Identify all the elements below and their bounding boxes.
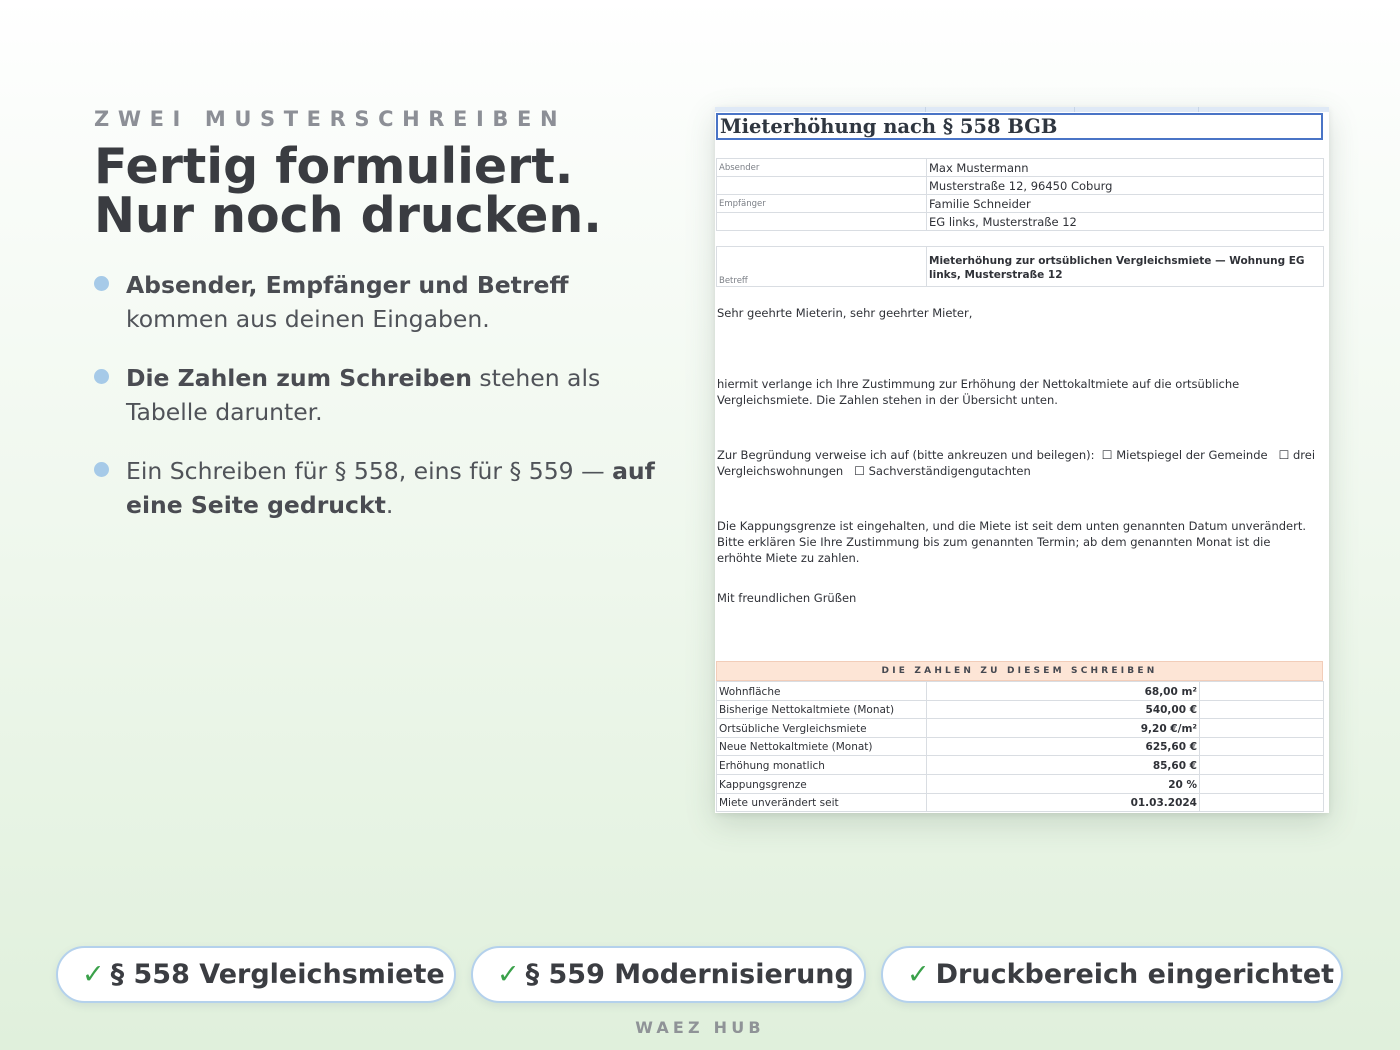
spreadsheet-preview (715, 107, 1329, 813)
row-label-cell[interactable]: Miete unverändert seit (717, 793, 927, 812)
feature-bold-text: Die Zahlen zum Schreiben (126, 364, 472, 392)
table-row (717, 774, 1324, 793)
row-value-cell[interactable]: 625,60 € (927, 737, 1200, 756)
checkbox-option-label: drei Vergleichswohnungen (717, 448, 1316, 478)
feature-bold-text: Absender, Empfänger und Betreff (126, 271, 569, 299)
badge-558-vergleichsmiete (56, 946, 456, 1003)
row-label-cell[interactable]: Ortsübliche Vergleichsmiete (717, 719, 927, 738)
table-row (717, 177, 1324, 195)
feature-bold-text: auf eine Seite gedruckt (126, 457, 655, 519)
row-label-cell[interactable]: Bisherige Nettokaltmiete (Monat) (717, 700, 927, 719)
feature-text: stehen als Tabelle darunter. (126, 364, 601, 426)
empty-cell (717, 213, 927, 231)
row-value-cell[interactable]: 68,00 m² (927, 682, 1200, 701)
empty-cell[interactable] (1200, 793, 1324, 812)
sender-name-cell[interactable]: Max Mustermann (927, 159, 1324, 177)
feature-item (94, 454, 674, 522)
letter-paragraph-1[interactable]: hiermit verlange ich Ihre Zustimmung zur Erhöhung der Nettokaltmiete auf die ortsübliche Vergleichsmiete. Die Zahlen stehen in der Übersicht unten. (717, 377, 1240, 407)
badge-label: § 559 Modernisierung (525, 959, 854, 990)
row-label-cell[interactable]: Wohnfläche (717, 682, 927, 701)
row-label-cell[interactable]: Kappungsgrenze (717, 774, 927, 793)
empty-cell (717, 177, 927, 195)
check-icon: ✓ (82, 959, 105, 990)
checkbox-icon[interactable]: ☐ (854, 464, 865, 478)
row-label-cell[interactable]: Erhöhung monatlich (717, 756, 927, 775)
feature-item (94, 361, 674, 429)
letter-paragraph-2[interactable] (717, 447, 1317, 479)
badge-label: § 558 Vergleichsmiete (110, 959, 445, 990)
eyebrow-label: ZWEI MUSTERSCHREIBEN (94, 107, 567, 131)
feature-text: kommen aus deinen Eingaben. (126, 305, 490, 333)
recipient-name-cell[interactable]: Familie Schneider (927, 195, 1324, 213)
brand-footer: WAEZ HUB (635, 1018, 765, 1037)
checkbox-icon[interactable]: ☐ (1278, 448, 1290, 462)
numbers-table (716, 681, 1324, 812)
empty-cell[interactable] (1200, 682, 1324, 701)
table-row (717, 159, 1324, 177)
table-row (717, 719, 1324, 738)
sender-label: Absender (717, 159, 927, 177)
table-row (717, 682, 1324, 701)
closing-text[interactable]: Mit freundlichen Grüßen (717, 591, 857, 605)
empty-cell[interactable] (1200, 774, 1324, 793)
checkbox-icon[interactable]: ☐ (1101, 448, 1113, 462)
row-value-cell[interactable]: 540,00 € (927, 700, 1200, 719)
empty-cell[interactable] (1200, 737, 1324, 756)
bullet-dot-icon (94, 462, 109, 477)
table-row (717, 247, 1324, 287)
feature-text: Ein Schreiben für § 558, eins für § 559 — (126, 457, 613, 485)
row-value-cell[interactable]: 01.03.2024 (927, 793, 1200, 812)
row-value-cell[interactable]: 85,60 € (927, 756, 1200, 775)
headline: Fertig formuliert. Nur noch drucken. (94, 138, 602, 244)
checkbox-option-label: Mietspiegel der Gemeinde (1116, 448, 1268, 462)
table-row (717, 195, 1324, 213)
sender-address-cell[interactable]: Musterstraße 12, 96450 Coburg (927, 177, 1324, 195)
subject-cell[interactable]: Mieterhöhung zur ortsüblichen Vergleichsmiete — Wohnung EG links, Musterstraße 12 (927, 247, 1324, 287)
document-title-cell[interactable]: Mieterhöhung nach § 558 BGB (716, 113, 1323, 140)
empty-cell[interactable] (1200, 719, 1324, 738)
feature-item (94, 268, 674, 336)
check-icon: ✓ (497, 959, 520, 990)
table-row (717, 737, 1324, 756)
feature-list (94, 268, 674, 547)
badge-label: Druckbereich eingerichtet (935, 959, 1335, 990)
letter-paragraph-3[interactable]: Die Kappungsgrenze ist eingehalten, und die Miete ist seit dem unten genannten Datum unverändert. Bitte erklären Sie Ihre Zustimmung bis zum genannten Termin; ab dem genannten Monat ist die erhöhte Miete zu zahlen. (717, 519, 1307, 565)
table-row (717, 756, 1324, 775)
reasoning-intro: Zur Begründung verweise ich auf (bitte ankreuzen und beilegen): (717, 448, 1095, 462)
numbers-table-heading: DIE ZAHLEN ZU DIESEM SCHREIBEN (716, 661, 1323, 681)
recipient-label: Empfänger (717, 195, 927, 213)
subject-block (716, 246, 1324, 287)
column-header-strip (715, 107, 1329, 112)
subject-label: Betreff (717, 247, 927, 287)
table-row (717, 213, 1324, 231)
row-label-cell[interactable]: Neue Nettokaltmiete (Monat) (717, 737, 927, 756)
checkbox-option-label: Sachverständigengutachten (868, 464, 1031, 478)
table-row (717, 793, 1324, 812)
table-row (717, 700, 1324, 719)
empty-cell[interactable] (1200, 700, 1324, 719)
row-value-cell[interactable]: 9,20 €/m² (927, 719, 1200, 738)
recipient-address-cell[interactable]: EG links, Musterstraße 12 (927, 213, 1324, 231)
badge-druckbereich (881, 946, 1343, 1003)
row-value-cell[interactable]: 20 % (927, 774, 1200, 793)
empty-cell[interactable] (1200, 756, 1324, 775)
bullet-dot-icon (94, 276, 109, 291)
bullet-dot-icon (94, 369, 109, 384)
check-icon: ✓ (907, 959, 930, 990)
salutation-text[interactable]: Sehr geehrte Mieterin, sehr geehrter Mieter, (717, 306, 973, 320)
badge-559-modernisierung (471, 946, 866, 1003)
feature-tail-text: . (385, 491, 394, 519)
address-block (716, 158, 1324, 231)
